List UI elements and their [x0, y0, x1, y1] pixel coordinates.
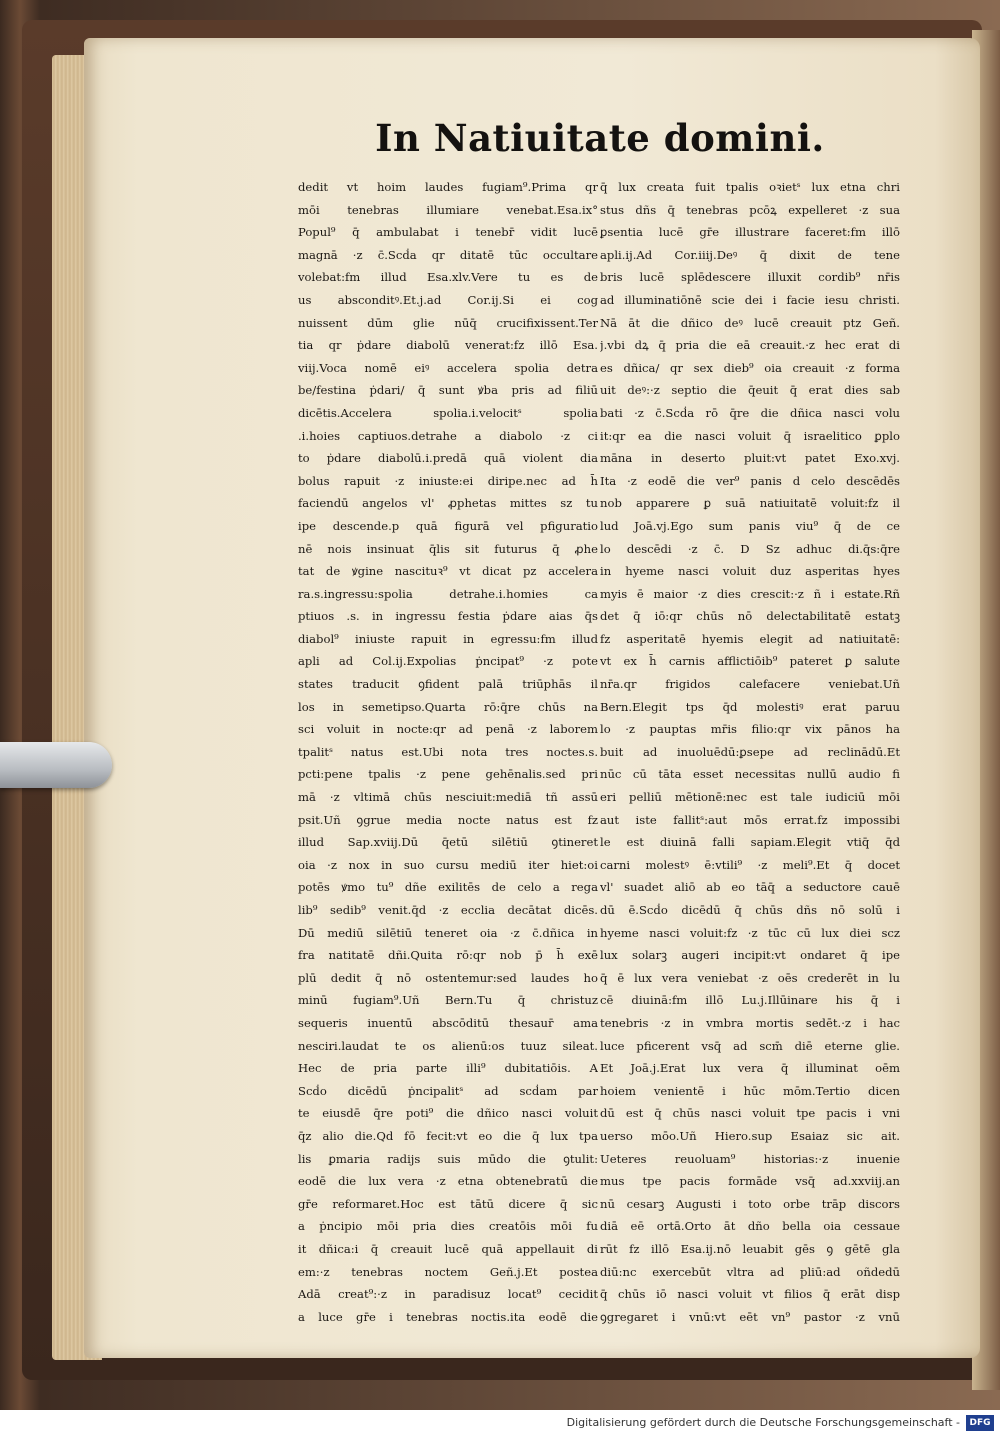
- text-line: eodē die lux vera ·z etna obtenebratū die: [298, 1174, 598, 1189]
- text-line: lo ·z pauptas mr̄is filio:qr vix pānos ha: [600, 722, 900, 737]
- text-line: gr̄e reformaret.Hoc est tātū dicere q̄ sic: [298, 1196, 598, 1211]
- text-line: luce pficerent vsq̄ ad scm̄ diē eterne glie.: [600, 1038, 900, 1053]
- text-line: bris lucē splēdescere illuxit cordib⁹ nr̄is: [600, 270, 900, 285]
- text-line: be/festina ṗdari/ q̄ sunt ꝟba pris ad filiū: [298, 383, 598, 398]
- text-line: mus tpe pacis formāde vsq̄ ad.xxviij.an: [600, 1174, 900, 1189]
- text-line: nē nois insinuat q̄lis sit futurus q̄ ꝓhe: [298, 541, 598, 556]
- text-line: hoiem venientē i hūc mōm.Tertio dicen: [600, 1083, 900, 1098]
- text-line: vt ex h̄ carnis afflictiōib⁹ pateret ꝑ salute: [600, 654, 900, 669]
- text-line: sci voluit in nocte:qr ad penā ·z laborem: [298, 722, 598, 737]
- text-line: ptiuos .s. in ingressu festia ṗdare aias q̄s: [298, 609, 598, 624]
- text-line: Adā creat⁹:·z in paradisuz locat⁹ cecidit: [298, 1287, 598, 1302]
- text-line: it:qr ea die nasci voluit q̄ israelitico ꝑplo: [600, 428, 900, 443]
- text-line: in hyeme nasci voluit duz asperitas hyes: [600, 564, 900, 579]
- text-line: plū dedit q̄ nō ostentemur:sed laudes ho: [298, 970, 598, 985]
- text-line: volebat:fm illud Esa.xlv.Vere tu es de: [298, 270, 598, 285]
- text-line: q̄ chūs iō nasci voluit vt filios q̄ erāt disp: [600, 1287, 900, 1302]
- text-line: dū ē.Scḋo dicēdū q̄ chūs dñs nō solū i: [600, 903, 900, 917]
- text-line: us absconditꝰ.Et.j.ad Cor.ij.Si ei cog: [298, 292, 598, 307]
- text-line: to ṗdare diabolū.i.predā quā violent dia: [298, 451, 598, 466]
- text-line: los in semetipso.Quarta rō:q̄re chūs na: [298, 699, 598, 714]
- text-line: es dñica/ qr sex dieb⁹ oia creauit ·z forma: [600, 360, 900, 375]
- text-line: diā eē ortā.Orto āt dño bella oia cessaue: [600, 1219, 900, 1234]
- text-line: Ita ·z eodē die ver⁹ panis d celo descēdēs: [600, 473, 900, 488]
- text-line: fra natitatē dñi.Quita rō:qr nob p̄ h̄ exē: [298, 948, 598, 963]
- text-line: myis ē maior ·z dies crescit:·z ñ i estate.Rñ: [600, 586, 900, 601]
- text-line: mōi tenebras illumiare venebat.Esa.ix°: [298, 202, 598, 217]
- text-line: em:·z tenebras noctem Geñ.j.Et postea: [298, 1264, 598, 1279]
- text-line: nūc cū tāta esset necessitas nullū audio fi: [600, 767, 900, 782]
- text-line: ipe descende.p quā figurā vel pfiguratio: [298, 518, 598, 533]
- text-line: nr̄a.qr frigidos calefacere veniebat.Uñ: [600, 677, 900, 692]
- text-line: tenebris ·z in vmbra mortis sedēt.·z i hac: [600, 1015, 900, 1030]
- text-line: uit deꝰ:·z septio die q̄euit q̄ erat dies sab: [600, 383, 900, 398]
- text-line: ꝯgregaret i vnū:vt eēt vn⁹ pastor ·z vnū: [600, 1309, 900, 1324]
- text-line: Hec de pria parte illi⁹ dubitatiōis. A: [298, 1061, 598, 1076]
- text-line: nū cesarꝫ Augusti i toto orbe trāp discors: [600, 1196, 900, 1211]
- text-line: carni molestꝰ ē:vtili⁹ ·z meli⁹.Et q̄ docet: [600, 857, 900, 872]
- text-line: uerso mōo.Uñ Hiero.sup Esaiaz sic ait.: [600, 1128, 900, 1143]
- text-line: Bern.Elegit tps q̄d molestiꝰ erat paruu: [600, 699, 900, 714]
- text-line: tat de ꝟgine nascituꝛ⁹ vt dicat pz accelera: [298, 564, 598, 579]
- text-line: det q̄ iō:qr chūs nō delectabilitatē estatꝫ: [600, 609, 900, 624]
- text-line: a ṗncipio mōi pria dies creatōis mōi fu: [298, 1219, 598, 1234]
- text-line: Et Joā.j.Erat lux vera q̄ illuminat oēm: [600, 1061, 900, 1076]
- text-line: Popul⁹ q̄ ambulabat i tenebr̄ vidit lucē: [298, 225, 598, 240]
- text-line: .i.hoies captiuos.detrahe a diabolo ·z ci: [298, 428, 598, 443]
- text-line: oia ·z nox in suo cursu mediū iter hiet:oi: [298, 857, 598, 872]
- text-line: ꝑsentia lucē gr̄e illustrare faceret:fm illō: [600, 225, 900, 240]
- text-line: fz asperitatē hyemis elegit ad natiuitatē:: [600, 631, 900, 646]
- text-line: nesciri.laudat te os alienū:os tuuz sileat.: [298, 1038, 598, 1053]
- text-line: stus dñs q̄ tenebras pcōꝝ expelleret ·z sua: [600, 202, 900, 217]
- text-line: psit.Uñ ꝯgrue media nocte natus est fz: [298, 812, 598, 827]
- text-line: sequeris inuentū abscōditū thesaur̄ ama: [298, 1015, 598, 1030]
- digitization-footer: [0, 1410, 1000, 1439]
- text-line: buit ad inuoluēdū:ꝑsepe ad reclinādū.Et: [600, 744, 900, 759]
- text-line: ad illuminatiōnē scie dei i facie iesu christi.: [600, 292, 900, 307]
- text-line: vl' suadet aliō ab eo tāq̄ a seductore cauē: [600, 880, 900, 895]
- text-line: tia qr ṗdare diabolū venerat:fz illō Esa.: [298, 338, 598, 353]
- text-line: apli.ij.Ad Cor.iiij.Deꝰ q̄ dixit de tene: [600, 247, 900, 262]
- text-line: bolus rapuit ·z iniuste:ei diripe.nec ad h̄: [298, 473, 598, 488]
- text-line: diabol⁹ iniuste rapuit in egressu:fm illud: [298, 631, 598, 646]
- text-line: lo descēdi ·z c̄. D Sz adhuc di.q̄s:q̄re: [600, 541, 900, 556]
- text-line: a luce gr̄e i tenebras noctis.ita eodē die: [298, 1309, 598, 1324]
- text-line: rūt fz illō Esa.ij.nō leuabit gēs ꝯ gētē gla: [600, 1241, 900, 1256]
- text-line: Scḋo dicēdū ṗncipalitˢ ad scḋam par: [298, 1083, 598, 1098]
- text-line: it dñica:i q̄ creauit lucē quā appellauit di: [298, 1241, 598, 1256]
- text-line: dedit vt hoim laudes fugiam⁹.Prima qr: [298, 180, 598, 194]
- text-line: q̄z alio die.Qd fō fecit:vt eo die q̄ lux tpa: [298, 1128, 598, 1143]
- text-line: aut iste fallitˢ:aut mōs errat.fz impossibi: [600, 812, 900, 827]
- text-line: lib⁹ sedib⁹ venit.q̄d ·z ecclia decātat dicēs.: [298, 903, 598, 917]
- text-line: dicētis.Accelera spolia.i.velocitˢ spolia: [298, 405, 598, 420]
- text-line: lud Joā.vj.Ego sum panis viu⁹ q̄ de ce: [600, 518, 900, 533]
- text-line: q̄ lux creata fuit tpalis oꝛietˢ lux etna chri: [600, 180, 900, 194]
- text-line: hyeme nasci voluit:fz ·z tūc cū lux diei scz: [600, 925, 900, 940]
- text-line: viij.Voca nomē eiꝰ accelera spolia detra: [298, 360, 598, 375]
- text-line: te eiusdē q̄re poti⁹ die dñico nasci voluit: [298, 1106, 598, 1121]
- text-line: eri pelliū mētionē:nec est tale iudiciū mōi: [600, 790, 900, 805]
- text-line: nob apparere ꝑ suā natiuitatē voluit:fz il: [600, 496, 900, 511]
- text-line: cē diuinā:fm illō Lu.j.Illūinare his q̄ i: [600, 993, 900, 1008]
- footer-credit: Digitalisierung gefördert durch die Deutsche Forschungsgemeinschaft -: [566, 1416, 960, 1429]
- text-line: le est diuinā falli sapiam.Elegit vtiq̄ q̄d: [600, 835, 900, 850]
- text-line: faciendū angelos vl' ꝓphetas mittes sz tu: [298, 496, 598, 511]
- text-line: lis ꝑmaria radijs suis mūdo die ꝯtulit:: [298, 1151, 598, 1166]
- text-line: tpalitˢ natus est.Ubi nota tres noctes.s.: [298, 744, 598, 759]
- dfg-logo: DFG: [966, 1415, 994, 1431]
- text-line: magnā ·z c̄.Scḋa qr ditatē tūc occultare: [298, 247, 598, 262]
- text-line: q̄ ē lux vera veniebat ·z oēs crederēt in lu: [600, 970, 900, 985]
- text-line: bati ·z c̄.Scḋa rō q̄re die dñica nasci volu: [600, 405, 900, 420]
- text-line: lux solarꝫ augeri incipit:vt ondaret q̄ ipe: [600, 948, 900, 963]
- text-line: minū fugiam⁹.Uñ Bern.Tu q̄ christuz: [298, 993, 598, 1008]
- text-line: Nā āt die dñico deꝰ lucē creauit ptz Geñ.: [600, 315, 900, 330]
- text-line: pcti:pene tpalis ·z pene gehēnalis.sed pri: [298, 767, 598, 782]
- text-line: states traducit ꝯfident palā triūphās il: [298, 677, 598, 692]
- text-line: diū:nc exercebūt vltra ad pliū:ad oñdedū: [600, 1264, 900, 1279]
- ruler-pointer: [0, 742, 112, 788]
- text-line: mā ·z vltimā chūs nesciuit:mediā tñ assū: [298, 790, 598, 805]
- text-line: nuissent dūm glie nūq̄ crucifixissent.Ter: [298, 315, 598, 330]
- text-column-right: [600, 176, 900, 1324]
- text-line: ra.s.ingressu:spolia detrahe.i.homies ca: [298, 586, 598, 601]
- text-line: māna in deserto pluit:vt patet Exo.xvj.: [600, 451, 900, 466]
- running-head: In Natiuitate domini.: [375, 116, 825, 160]
- text-line: illud Sap.xviij.Dū q̄etū silētiū ꝯtineret: [298, 835, 598, 850]
- text-line: potēs ꝟmo tu⁹ dñe exilitēs de celo a rega: [298, 880, 598, 895]
- text-line: Ueteres reuoluam⁹ historias:·z inuenie: [600, 1151, 900, 1166]
- text-line: Dū mediū silētiū teneret oia ·z c̄.dñica in: [298, 925, 598, 940]
- text-column-left: [298, 176, 598, 1324]
- text-line: j.vbi dꝝ q̄ pria die eā creauit.·z hec erat di: [600, 338, 900, 353]
- text-line: dū est q̄ chūs nasci voluit tpe pacis i vni: [600, 1106, 900, 1121]
- text-line: apli ad Col.ij.Expolias ṗncipat⁹ ·z pote: [298, 654, 598, 669]
